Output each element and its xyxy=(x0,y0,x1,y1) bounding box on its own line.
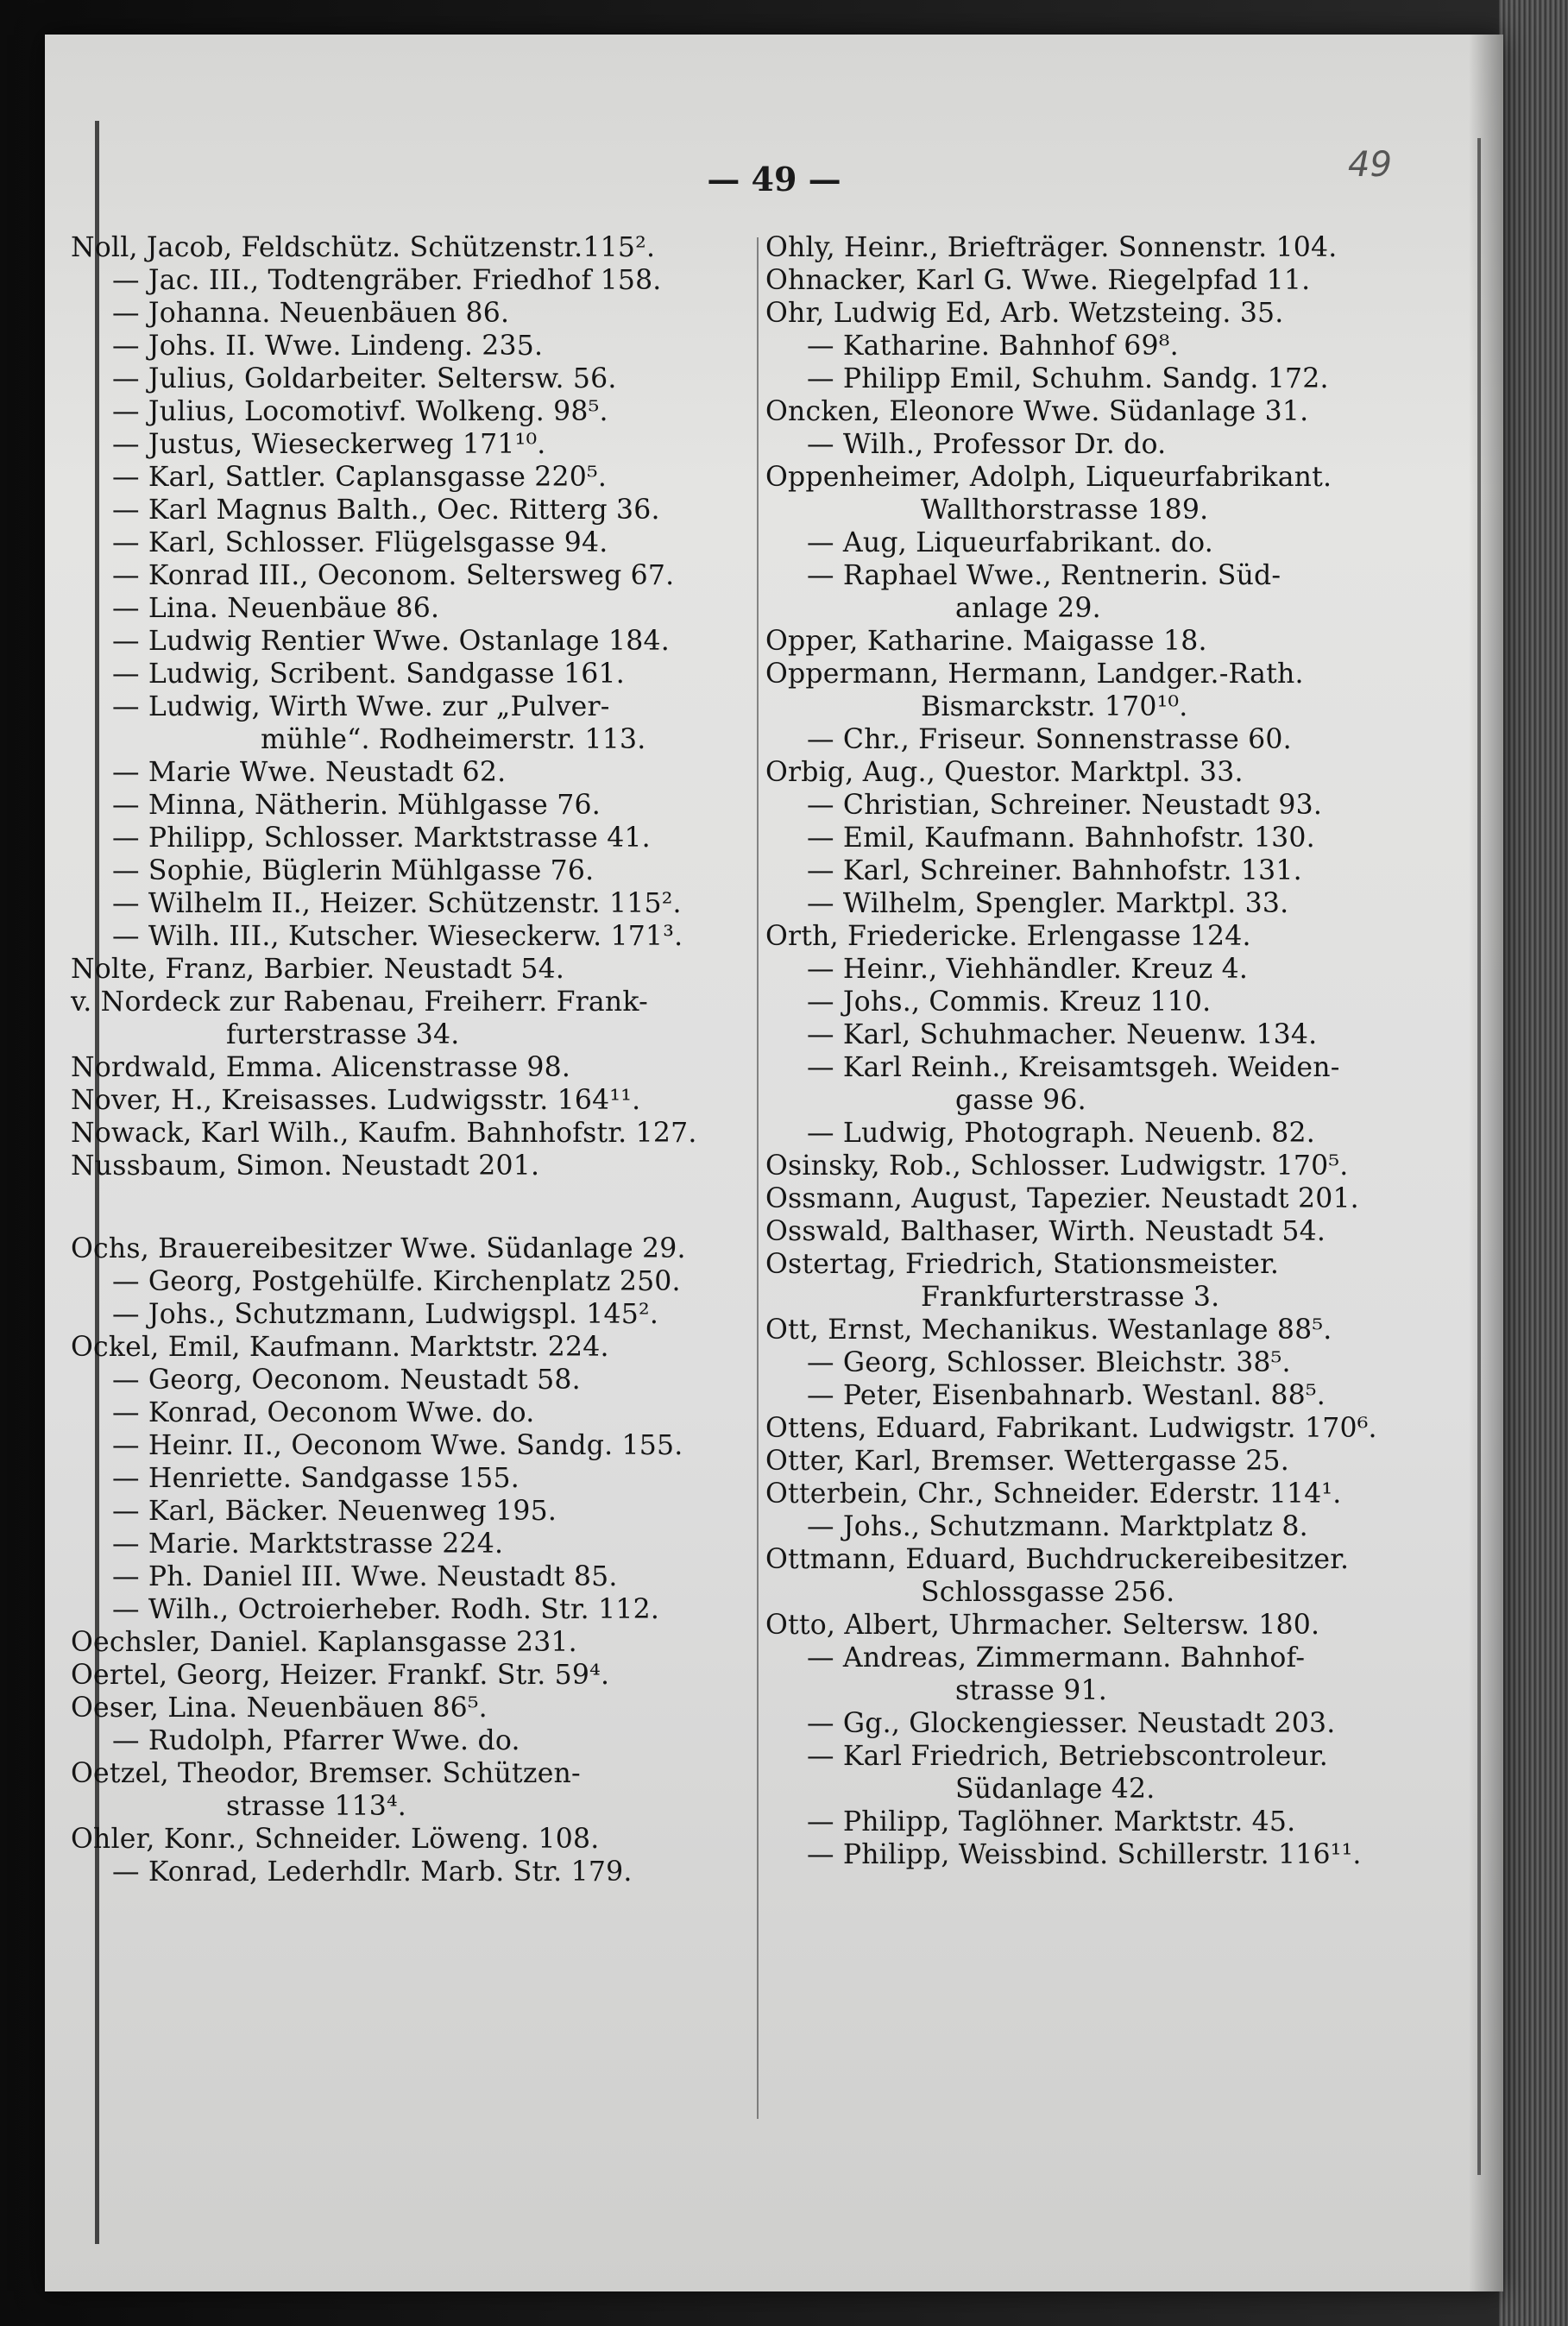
entry-text: Otter, Karl, Bremser. Wettergasse 25. xyxy=(765,1446,1289,1477)
directory-entry xyxy=(765,658,1456,723)
section-gap xyxy=(71,1182,753,1232)
directory-entry xyxy=(71,920,753,953)
right-column xyxy=(765,231,1456,1871)
directory-entry xyxy=(71,330,753,362)
directory-entry xyxy=(71,1232,753,1265)
entry-continuation: Schlossgasse 256. xyxy=(921,1577,1175,1608)
directory-entry xyxy=(765,1248,1456,1314)
entry-text: — Karl, Schuhmacher. Neuenw. 134. xyxy=(807,1019,1318,1050)
entry-text: — Ludwig, Wirth Wwe. zur „Pulver- xyxy=(112,691,610,722)
directory-entry xyxy=(71,854,753,887)
directory-entry xyxy=(765,756,1456,789)
entry-text: — Jac. III., Todtengräber. Friedhof 158. xyxy=(112,265,662,296)
directory-entry xyxy=(765,231,1456,264)
directory-entry xyxy=(71,1626,753,1659)
entry-text: — Konrad, Lederhdlr. Marb. Str. 179. xyxy=(112,1856,633,1888)
directory-entry xyxy=(71,1856,753,1888)
entry-text: — Karl, Bäcker. Neuenweg 195. xyxy=(112,1496,557,1527)
entry-continuation: anlage 29. xyxy=(955,593,1101,624)
directory-entry xyxy=(71,1084,753,1117)
directory-entry xyxy=(765,1510,1456,1543)
directory-entry xyxy=(765,330,1456,362)
entry-text: Opper, Katharine. Maigasse 18. xyxy=(765,626,1207,657)
directory-entry xyxy=(71,1150,753,1182)
entry-text: — Ludwig, Scribent. Sandgasse 161. xyxy=(112,659,625,690)
entry-text: — Ph. Daniel III. Wwe. Neustadt 85. xyxy=(112,1561,618,1592)
entry-text: Oppermann, Hermann, Landger.-Rath. xyxy=(765,659,1304,690)
directory-entry xyxy=(765,1117,1456,1150)
entry-text: Ott, Ernst, Mechanikus. Westanlage 88⁵. xyxy=(765,1314,1332,1346)
entry-text: — Karl, Sattler. Caplansgasse 220⁵. xyxy=(112,462,608,493)
directory-entry xyxy=(765,1182,1456,1215)
entry-text: Ohnacker, Karl G. Wwe. Riegelpfad 11. xyxy=(765,265,1311,296)
left-column xyxy=(71,231,753,1888)
directory-entry xyxy=(71,822,753,854)
entry-text: Oetzel, Theodor, Bremser. Schützen- xyxy=(71,1758,581,1789)
book-page-edges xyxy=(1499,0,1568,2326)
directory-entry xyxy=(71,231,753,264)
page-number-header: — 49 — xyxy=(707,160,841,199)
directory-entry xyxy=(765,559,1456,625)
directory-entry xyxy=(71,1560,753,1593)
entry-text: — Johs. II. Wwe. Lindeng. 235. xyxy=(112,331,544,362)
entry-text: Orbig, Aug., Questor. Marktpl. 33. xyxy=(765,757,1244,788)
directory-entry xyxy=(765,1478,1456,1510)
entry-text: Osswald, Balthaser, Wirth. Neustadt 54. xyxy=(765,1216,1326,1247)
entry-text: — Raphael Wwe., Rentnerin. Süd- xyxy=(807,560,1281,591)
entry-text: — Wilhelm II., Heizer. Schützenstr. 115². xyxy=(112,888,682,919)
entry-text: — Minna, Nätherin. Mühlgasse 76. xyxy=(112,790,601,821)
entry-text: — Heinr., Viehhändler. Kreuz 4. xyxy=(807,954,1249,985)
entry-text: Nolte, Franz, Barbier. Neustadt 54. xyxy=(71,954,565,985)
entry-text: — Johs., Schutzmann, Ludwigspl. 145². xyxy=(112,1299,659,1330)
entry-text: — Ludwig, Photograph. Neuenb. 82. xyxy=(807,1118,1315,1149)
directory-entry xyxy=(765,395,1456,428)
entry-text: Orth, Friedericke. Erlengasse 124. xyxy=(765,921,1251,952)
directory-entry xyxy=(71,559,753,592)
entry-text: Ochs, Brauereibesitzer Wwe. Südanlage 29. xyxy=(71,1233,686,1264)
entry-text: — Marie. Marktstrasse 224. xyxy=(112,1529,504,1560)
directory-entry xyxy=(765,526,1456,559)
entry-text: Ohler, Konr., Schneider. Löweng. 108. xyxy=(71,1824,600,1855)
directory-entry xyxy=(71,494,753,526)
entry-text: Oeser, Lina. Neuenbäuen 86⁵. xyxy=(71,1692,488,1724)
entry-text: — Chr., Friseur. Sonnenstrasse 60. xyxy=(807,724,1292,755)
directory-entry xyxy=(71,953,753,986)
directory-entry xyxy=(71,526,753,559)
entry-continuation: furterstrasse 34. xyxy=(226,1019,460,1050)
directory-entry xyxy=(765,428,1456,461)
entry-text: — Philipp, Taglöhner. Marktstr. 45. xyxy=(807,1806,1296,1837)
directory-entry xyxy=(765,1379,1456,1412)
entry-text: — Julius, Goldarbeiter. Seltersw. 56. xyxy=(112,363,617,394)
entry-text: — Gg., Glockengiesser. Neustadt 203. xyxy=(807,1708,1336,1739)
directory-entry xyxy=(765,1642,1456,1707)
entry-text: Osinsky, Rob., Schlosser. Ludwigstr. 170⁵. xyxy=(765,1150,1349,1182)
directory-entry xyxy=(71,1429,753,1462)
entry-text: — Wilh., Octroierheber. Rodh. Str. 112. xyxy=(112,1594,660,1625)
entry-text: — Rudolph, Pfarrer Wwe. do. xyxy=(112,1725,520,1756)
entry-text: Otto, Albert, Uhrmacher. Seltersw. 180. xyxy=(765,1610,1320,1641)
entry-text: — Christian, Schreiner. Neustadt 93. xyxy=(807,790,1323,821)
entry-text: — Georg, Schlosser. Bleichstr. 38⁵. xyxy=(807,1347,1291,1378)
entry-text: — Henriette. Sandgasse 155. xyxy=(112,1463,520,1494)
entry-text: Nowack, Karl Wilh., Kaufm. Bahnhofstr. 127. xyxy=(71,1118,697,1149)
entry-text: Nordwald, Emma. Alicenstrasse 98. xyxy=(71,1052,571,1083)
directory-entry xyxy=(765,854,1456,887)
directory-entry xyxy=(765,1018,1456,1051)
entry-text: — Marie Wwe. Neustadt 62. xyxy=(112,757,507,788)
entry-text: — Karl Magnus Balth., Oec. Ritterg 36. xyxy=(112,495,660,526)
entry-text: Otterbein, Chr., Schneider. Ederstr. 114¹. xyxy=(765,1478,1342,1510)
directory-entry xyxy=(71,887,753,920)
directory-entry xyxy=(765,1150,1456,1182)
directory-entry xyxy=(71,756,753,789)
entry-text: — Ludwig Rentier Wwe. Ostanlage 184. xyxy=(112,626,670,657)
directory-entry xyxy=(71,1692,753,1724)
directory-entry xyxy=(71,1117,753,1150)
entry-text: — Peter, Eisenbahnarb. Westanl. 88⁵. xyxy=(807,1380,1326,1411)
directory-entry xyxy=(765,1740,1456,1806)
directory-entry xyxy=(71,986,753,1051)
entry-continuation: gasse 96. xyxy=(955,1085,1086,1116)
directory-entry xyxy=(765,920,1456,953)
directory-entry xyxy=(71,1724,753,1757)
entry-text: — Wilh., Professor Dr. do. xyxy=(807,429,1167,460)
entry-text: — Julius, Locomotivf. Wolkeng. 98⁵. xyxy=(112,396,608,427)
directory-entry xyxy=(71,789,753,822)
handwritten-page-number: 49 xyxy=(1348,145,1392,185)
entry-text: Ohly, Heinr., Briefträger. Sonnenstr. 104. xyxy=(765,232,1338,263)
directory-entry xyxy=(765,1806,1456,1838)
directory-entry xyxy=(71,461,753,494)
entry-text: Ohr, Ludwig Ed, Arb. Wetzsteing. 35. xyxy=(765,298,1284,329)
entry-text: Nussbaum, Simon. Neustadt 201. xyxy=(71,1150,540,1182)
directory-entry xyxy=(765,1314,1456,1346)
entry-text: — Emil, Kaufmann. Bahnhofstr. 130. xyxy=(807,823,1315,854)
entry-text: — Karl Friedrich, Betriebscontroleur. xyxy=(807,1741,1328,1772)
directory-entry xyxy=(71,428,753,461)
directory-entry xyxy=(765,461,1456,526)
directory-entry xyxy=(765,1215,1456,1248)
book-page xyxy=(45,35,1503,2291)
directory-entry xyxy=(71,1823,753,1856)
directory-entry xyxy=(765,1707,1456,1740)
directory-entry xyxy=(765,789,1456,822)
entry-text: — Lina. Neuenbäue 86. xyxy=(112,593,440,624)
directory-entry xyxy=(765,986,1456,1018)
directory-entry xyxy=(765,822,1456,854)
entry-text: — Andreas, Zimmermann. Bahnhof- xyxy=(807,1642,1306,1674)
directory-entry xyxy=(71,1364,753,1396)
entry-text: — Konrad III., Oeconom. Seltersweg 67. xyxy=(112,560,675,591)
entry-text: — Karl, Schlosser. Flügelsgasse 94. xyxy=(112,527,608,558)
entry-text: Ostertag, Friedrich, Stationsmeister. xyxy=(765,1249,1280,1280)
directory-entry xyxy=(71,362,753,395)
entry-text: — Konrad, Oeconom Wwe. do. xyxy=(112,1397,535,1428)
directory-entry xyxy=(71,1593,753,1626)
directory-entry xyxy=(71,1331,753,1364)
directory-entry xyxy=(765,297,1456,330)
directory-entry xyxy=(71,297,753,330)
entry-text: — Wilhelm, Spengler. Marktpl. 33. xyxy=(807,888,1289,919)
entry-text: v. Nordeck zur Rabenau, Freiherr. Frank- xyxy=(71,987,648,1018)
entry-text: Noll, Jacob, Feldschütz. Schützenstr.115². xyxy=(71,232,656,263)
entry-continuation: mühle“. Rodheimerstr. 113. xyxy=(261,724,646,755)
directory-entry xyxy=(71,1495,753,1528)
entry-text: Oertel, Georg, Heizer. Frankf. Str. 59⁴. xyxy=(71,1660,610,1691)
directory-entry xyxy=(765,362,1456,395)
directory-entry xyxy=(71,592,753,625)
entry-text: Ottens, Eduard, Fabrikant. Ludwigstr. 170⁶. xyxy=(765,1413,1377,1444)
entry-text: — Philipp, Weissbind. Schillerstr. 116¹¹. xyxy=(807,1839,1362,1870)
directory-entry xyxy=(765,1412,1456,1445)
entry-text: — Wilh. III., Kutscher. Wieseckerw. 171³. xyxy=(112,921,683,952)
directory-entry xyxy=(765,723,1456,756)
entry-text: — Karl Reinh., Kreisamtsgeh. Weiden- xyxy=(807,1052,1340,1083)
entry-text: Oppenheimer, Adolph, Liqueurfabrikant. xyxy=(765,462,1332,493)
directory-entry xyxy=(765,1838,1456,1871)
entry-text: — Aug, Liqueurfabrikant. do. xyxy=(807,527,1213,558)
entry-text: — Katharine. Bahnhof 69⁸. xyxy=(807,331,1179,362)
directory-entry xyxy=(765,625,1456,658)
column-divider xyxy=(757,237,759,2119)
entry-text: — Georg, Oeconom. Neustadt 58. xyxy=(112,1365,581,1396)
entry-text: Nover, H., Kreisasses. Ludwigsstr. 164¹¹. xyxy=(71,1085,641,1116)
entry-text: — Johs., Commis. Kreuz 110. xyxy=(807,987,1212,1018)
entry-text: — Karl, Schreiner. Bahnhofstr. 131. xyxy=(807,855,1302,886)
directory-entry xyxy=(765,1346,1456,1379)
directory-entry xyxy=(71,625,753,658)
entry-text: — Philipp Emil, Schuhm. Sandg. 172. xyxy=(807,363,1329,394)
directory-entry xyxy=(71,1396,753,1429)
entry-continuation: strasse 113⁴. xyxy=(226,1791,407,1822)
directory-entry xyxy=(765,887,1456,920)
directory-entry xyxy=(71,1051,753,1084)
entry-text: — Heinr. II., Oeconom Wwe. Sandg. 155. xyxy=(112,1430,683,1461)
directory-entry xyxy=(765,1543,1456,1609)
entry-text: — Justus, Wieseckerweg 171¹⁰. xyxy=(112,429,546,460)
directory-entry xyxy=(71,1528,753,1560)
entry-continuation: Bismarckstr. 170¹⁰. xyxy=(921,691,1188,722)
directory-entry xyxy=(71,690,753,756)
entry-continuation: strasse 91. xyxy=(955,1675,1107,1706)
entry-text: Ottmann, Eduard, Buchdruckereibesitzer. xyxy=(765,1544,1350,1575)
directory-entry xyxy=(71,1462,753,1495)
entry-text: Ossmann, August, Tapezier. Neustadt 201. xyxy=(765,1183,1359,1214)
entry-text: — Johs., Schutzmann. Marktplatz 8. xyxy=(807,1511,1308,1542)
directory-entry xyxy=(71,1757,753,1823)
entry-text: — Johanna. Neuenbäuen 86. xyxy=(112,298,510,329)
entry-continuation: Frankfurterstrasse 3. xyxy=(921,1282,1220,1313)
directory-entry xyxy=(71,1659,753,1692)
page-fold-shadow xyxy=(1469,35,1503,2291)
entry-continuation: Wallthorstrasse 189. xyxy=(921,495,1209,526)
entry-text: — Georg, Postgehülfe. Kirchenplatz 250. xyxy=(112,1266,681,1297)
directory-entry xyxy=(765,1609,1456,1642)
entry-text: — Sophie, Büglerin Mühlgasse 76. xyxy=(112,855,595,886)
directory-entry xyxy=(765,1445,1456,1478)
directory-entry xyxy=(71,1265,753,1298)
directory-entry xyxy=(71,395,753,428)
directory-entry xyxy=(765,953,1456,986)
entry-text: Oechsler, Daniel. Kaplansgasse 231. xyxy=(71,1627,577,1658)
entry-text: Oncken, Eleonore Wwe. Südanlage 31. xyxy=(765,396,1309,427)
directory-entry xyxy=(71,658,753,690)
directory-entry xyxy=(765,264,1456,297)
directory-entry xyxy=(765,1051,1456,1117)
entry-text: — Philipp, Schlosser. Marktstrasse 41. xyxy=(112,823,651,854)
entry-text: Ockel, Emil, Kaufmann. Marktstr. 224. xyxy=(71,1332,609,1363)
entry-continuation: Südanlage 42. xyxy=(955,1774,1156,1805)
directory-entry xyxy=(71,1298,753,1331)
directory-entry xyxy=(71,264,753,297)
